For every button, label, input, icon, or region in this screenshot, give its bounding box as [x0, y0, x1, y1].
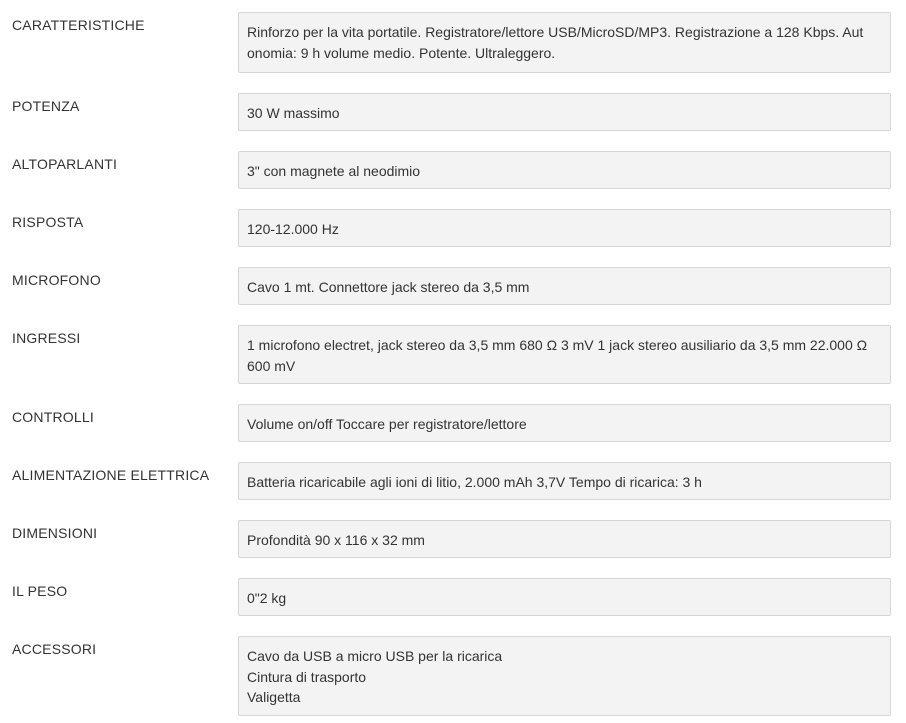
- spec-label: RISPOSTA: [12, 214, 84, 230]
- spec-label: CARATTERISTICHE: [12, 17, 145, 33]
- spec-label: ALIMENTAZIONE ELETTRICA: [12, 467, 210, 483]
- spec-value: Batteria ricaricabile agli ioni di litio, 2.000 mAh 3,7V Tempo di ricarica: 3 h: [238, 462, 891, 500]
- spec-label: IL PESO: [12, 583, 68, 599]
- accessory-item: Cavo da USB a micro USB per la ricarica: [247, 648, 503, 664]
- spec-value: 1 microfono electret, jack stereo da 3,5 mm 680 Ω 3 mV 1 jack stereo ausiliario da 3,5 mm 22.000 Ω 600 mV: [238, 325, 891, 384]
- accessory-item: Valigetta: [247, 689, 301, 705]
- spec-value: 0"2 kg: [238, 578, 891, 616]
- spec-label: ALTOPARLANTI: [12, 156, 118, 172]
- accessory-item: Cintura di trasporto: [247, 668, 367, 685]
- spec-value: 30 W massimo: [238, 93, 891, 131]
- spec-value: Cavo 1 mt. Connettore jack stereo da 3,5 mm: [238, 267, 891, 305]
- spec-value: [238, 636, 891, 716]
- spec-label: POTENZA: [12, 98, 80, 114]
- spec-value: Profondità 90 x 116 x 32 mm: [238, 520, 891, 558]
- spec-label: ACCESSORI: [12, 641, 97, 657]
- spec-value: 120-12.000 Hz: [238, 209, 891, 247]
- spec-label: CONTROLLI: [12, 409, 94, 425]
- spec-value: Rinforzo per la vita portatile. Registratore/lettore USB/MicroSD/MP3. Registrazione a 128 Kbps. Aut onomia: 9 h volume medio. Potente. Ultraleggero.: [238, 12, 891, 73]
- spec-label: MICROFONO: [12, 272, 101, 288]
- spec-label: INGRESSI: [12, 330, 81, 346]
- spec-label: DIMENSIONI: [12, 525, 98, 541]
- spec-value: 3" con magnete al neodimio: [238, 151, 891, 189]
- spec-value: Volume on/off Toccare per registratore/lettore: [238, 404, 891, 442]
